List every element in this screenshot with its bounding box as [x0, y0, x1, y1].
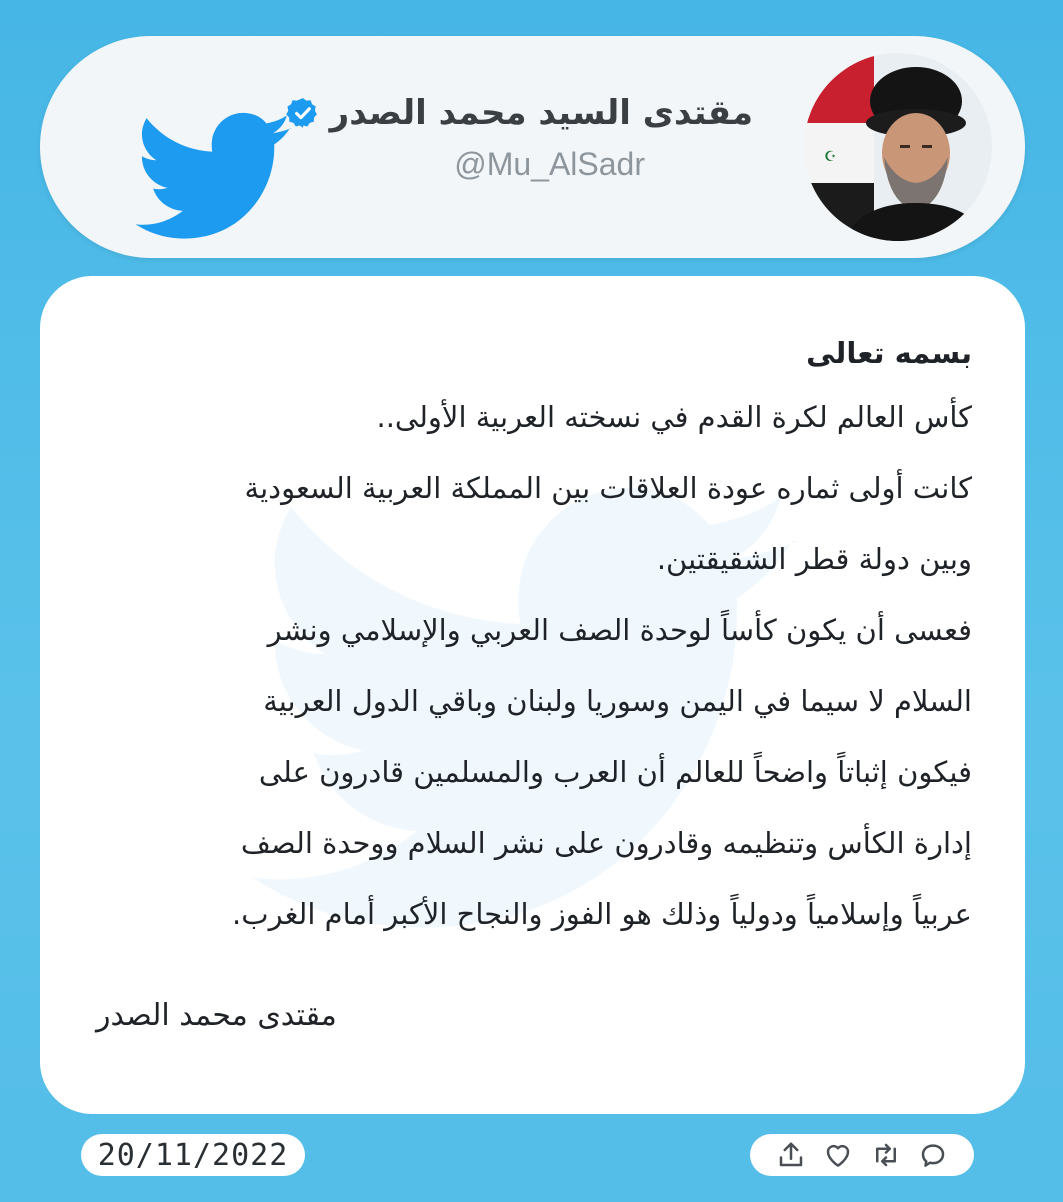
display-name[interactable]: مقتدى السيد محمد الصدر	[329, 93, 753, 133]
share-icon[interactable]	[776, 1140, 806, 1170]
user-handle[interactable]: @Mu_AlSadr	[454, 146, 645, 182]
profile-photo	[804, 53, 992, 241]
tweet-line: السلام لا سيما في اليمن وسوريا ولبنان وباقي الدول العربية	[263, 684, 972, 718]
tweet-line: كأس العالم لكرة القدم في نسخته العربية الأولى..	[376, 400, 972, 434]
verified-badge-icon	[286, 96, 320, 130]
reply-icon[interactable]	[918, 1140, 948, 1170]
tweet-date	[81, 1134, 305, 1176]
tweet-line: وبين دولة قطر الشقيقتين.	[656, 542, 972, 576]
twitter-bird-icon	[136, 112, 294, 244]
tweet-signature: مقتدى محمد الصدر	[96, 998, 337, 1033]
tweet-date-text: 20/11/2022	[97, 1137, 289, 1173]
tweet-line: كانت أولى ثماره عودة العلاقات بين المملكة العربية السعودية	[244, 471, 972, 505]
tweet-heading: بسمه تعالى	[806, 336, 972, 370]
tweet-line: فعسى أن يكون كأساً لوحدة الصف العربي والإسلامي ونشر	[267, 613, 972, 647]
tweet-actions	[750, 1134, 974, 1176]
retweet-icon[interactable]	[871, 1140, 901, 1170]
tweet-line: عربياً وإسلامياً ودولياً وذلك هو الفوز والنجاح الأكبر أمام الغرب.	[232, 897, 972, 931]
svg-text:☪: ☪	[824, 149, 837, 165]
tweet-line: إدارة الكأس وتنظيمه وقادرون على نشر السلام ووحدة الصف	[240, 826, 972, 860]
tweet-text	[82, 324, 972, 950]
profile-header	[40, 36, 1025, 258]
tweet-card	[40, 276, 1025, 1114]
display-name-row	[286, 88, 753, 138]
tweet-line: فيكون إثباتاً واضحاً للعالم أن العرب والمسلمين قادرون على	[258, 755, 972, 789]
avatar[interactable]	[804, 53, 992, 241]
like-icon[interactable]	[823, 1140, 853, 1170]
